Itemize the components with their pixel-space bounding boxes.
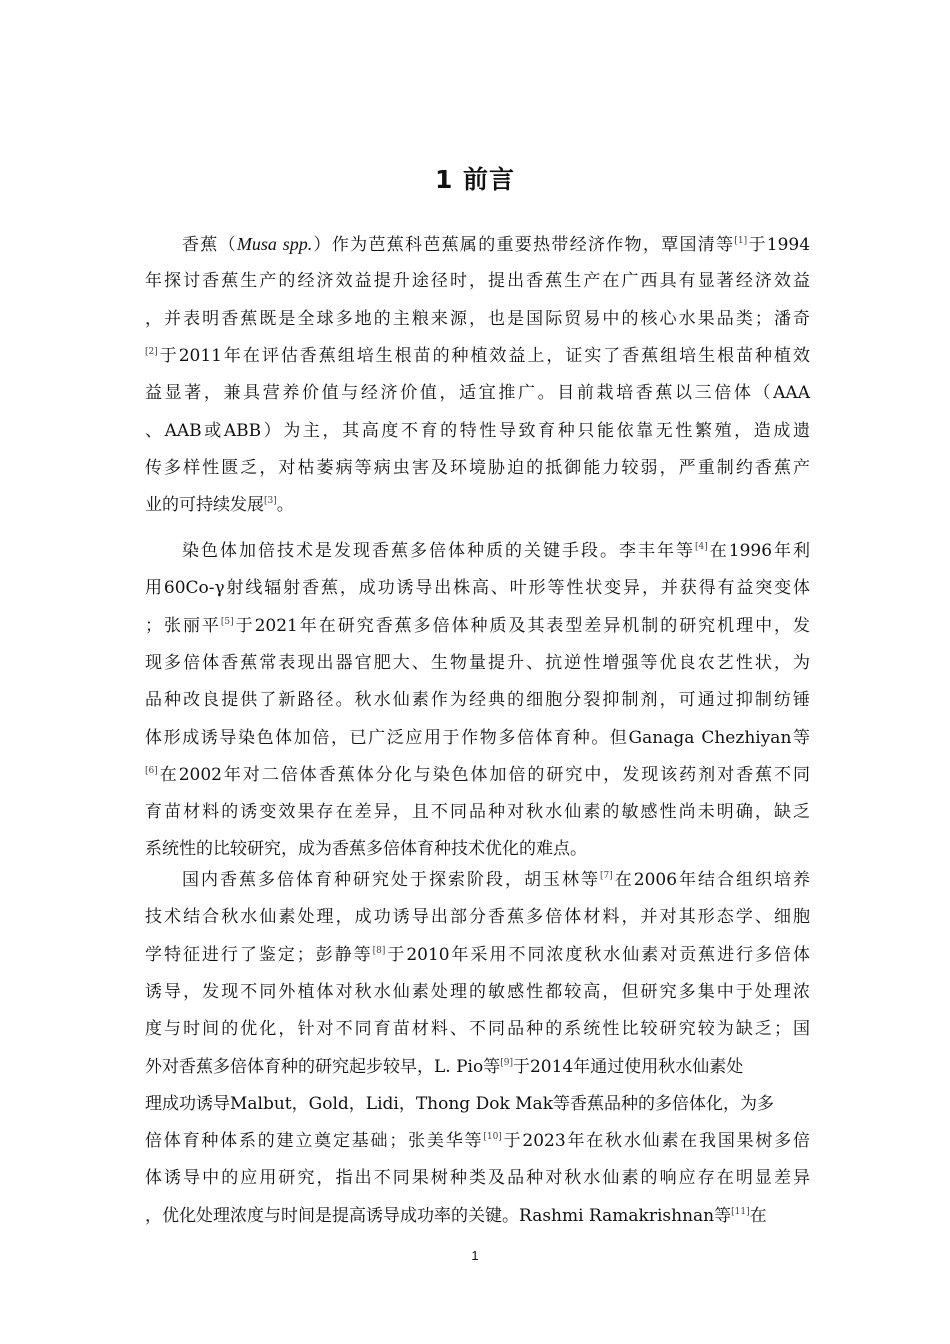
citation-ref[interactable]: [10] bbox=[483, 1132, 502, 1143]
text-line bbox=[145, 980, 810, 1004]
text-line bbox=[145, 493, 810, 517]
citation-ref[interactable]: [3] bbox=[264, 496, 277, 507]
line-text: 在1996年利 bbox=[707, 541, 811, 561]
line-text: 度与时间的优化，针对不同育苗材料、不同品种的系统性比较研究较为缺乏；国 bbox=[145, 1019, 810, 1040]
line-text: 用60Co-γ射线辐射香蕉，成功诱导出株高、叶形等性状变异，并获得有益突变体 bbox=[145, 578, 810, 599]
text-line bbox=[145, 1129, 810, 1153]
text-line bbox=[145, 1092, 810, 1116]
line-text: 系统性的比较研究，成为香蕉多倍体育种技术优化的难点。 bbox=[145, 839, 587, 860]
line-text: 于2011年在评估香蕉组培生根苗的种植效益上，证实了香蕉组培生根苗种植效 bbox=[157, 345, 810, 366]
page-number: 1 bbox=[471, 1248, 479, 1263]
text-line bbox=[145, 943, 810, 967]
line-text: 倍体育种体系的建立奠定基础；张美华等 bbox=[145, 1131, 484, 1152]
text-line bbox=[145, 344, 810, 368]
text-line bbox=[145, 269, 810, 293]
line-text: 体诱导中的应用研究，指出不同果树种类及品种对秋水仙素的响应存在明显差异 bbox=[145, 1168, 810, 1189]
citation-ref[interactable]: [8] bbox=[372, 945, 386, 956]
line-text: 学特征进行了鉴定；彭静等 bbox=[145, 944, 373, 965]
line-text: 于2010年采用不同浓度秋水仙素对贡蕉进行多倍体 bbox=[385, 944, 811, 965]
line-text: 染色体加倍技术是发现香蕉多倍体种质的关键手段。李丰年等 bbox=[182, 541, 695, 561]
text-line bbox=[182, 232, 810, 257]
line-text: 于1994 bbox=[747, 235, 811, 255]
line-text: 业的可持续发展 bbox=[145, 495, 264, 516]
section-heading: 1 前言 bbox=[434, 165, 516, 194]
text-line bbox=[145, 1204, 810, 1228]
line-text: ，并表明香蕉既是全球多地的主粮来源，也是国际贸易中的核心水果品类；潘奇 bbox=[145, 308, 810, 329]
line-text: 于2023年在秋水仙素在我国果树多倍 bbox=[501, 1131, 811, 1152]
line-text: 理成功诱导Malbut，Gold，Lidi，Thong Dok Mak等香蕉品种的多倍体化，为多 bbox=[145, 1093, 774, 1114]
line-text: 体形成诱导染色体加倍，已广泛应用于作物多倍体育种。但Ganaga Chezhiyan等 bbox=[145, 727, 810, 748]
text-line bbox=[145, 837, 810, 861]
species-name: Musa spp. bbox=[236, 234, 313, 254]
citation-ref[interactable]: [5] bbox=[220, 616, 234, 627]
citation-ref[interactable]: [11] bbox=[731, 1206, 750, 1217]
line-text: 在 bbox=[749, 1205, 767, 1226]
line-text: 年探讨香蕉生产的经济效益提升途径时，提出香蕉生产在广西具有显著经济效益 bbox=[145, 271, 810, 292]
text-line bbox=[182, 539, 810, 563]
line-text: 传多样性匮乏，对枯萎病等病虫害及环境胁迫的抵御能力较弱，严重制约香蕉产 bbox=[145, 457, 810, 478]
line-text: ；张丽平 bbox=[145, 615, 221, 636]
citation-ref[interactable]: [2] bbox=[145, 346, 158, 357]
line-text: 于2014年通过使用秋水仙素处 bbox=[512, 1056, 744, 1077]
citation-ref[interactable]: [6] bbox=[145, 765, 158, 776]
line-text: 诱导，发现不同外植体对秋水仙素处理的敏感性都较高，但研究多集中于处理浓 bbox=[145, 981, 810, 1002]
citation-ref[interactable]: [9] bbox=[500, 1057, 513, 1068]
text-line bbox=[145, 1166, 810, 1190]
line-text: 国内香蕉多倍体育种研究处于探索阶段，胡玉林等 bbox=[182, 870, 600, 890]
line-text: 技术结合秋水仙素处理，成功诱导出部分香蕉多倍体材料，并对其形态学、细胞 bbox=[145, 907, 810, 928]
text-line bbox=[145, 381, 810, 405]
line-text: ，优化处理浓度与时间是提高诱导成功率的关键。Rashmi Ramakrishnan等 bbox=[145, 1205, 732, 1226]
line-text: 于2021年在研究香蕉多倍体种质及其表型差异机制的研究机理中，发 bbox=[233, 615, 811, 636]
text-line bbox=[145, 651, 810, 675]
text-line bbox=[145, 456, 810, 480]
line-text: 香蕉（ bbox=[182, 235, 237, 255]
text-line bbox=[145, 800, 810, 824]
line-text: 品种改良提供了新路径。秋水仙素作为经典的细胞分裂抑制剂，可通过抑制纺锤 bbox=[145, 690, 810, 711]
text-line bbox=[145, 576, 810, 600]
line-text: 。 bbox=[276, 495, 294, 516]
text-line bbox=[182, 868, 810, 892]
line-text: 在2006年结合组织培养 bbox=[612, 870, 811, 890]
text-line bbox=[145, 307, 810, 331]
citation-ref[interactable]: [7] bbox=[600, 871, 613, 881]
text-line bbox=[145, 688, 810, 712]
text-line bbox=[145, 419, 810, 443]
text-line bbox=[145, 726, 810, 750]
text-line bbox=[145, 1017, 810, 1041]
text-line bbox=[145, 1055, 810, 1079]
text-line bbox=[145, 905, 810, 929]
citation-ref[interactable]: [1] bbox=[734, 236, 748, 246]
line-text: 、AAB或ABB）为主，其高度不育的特性导致育种只能依靠无性繁殖，造成遗 bbox=[145, 420, 810, 441]
citation-ref[interactable]: [4] bbox=[695, 542, 708, 552]
line-text: ）作为芭蕉科芭蕉属的重要热带经济作物，覃国清等 bbox=[312, 235, 735, 255]
line-text: 现多倍体香蕉常表现出器官肥大、生物量提升、抗逆性增强等优良农艺性状，为 bbox=[145, 652, 810, 673]
line-text: 育苗材料的诱变效果存在差异，且不同品种对秋水仙素的敏感性尚未明确，缺乏 bbox=[145, 802, 810, 823]
line-text: 益显著，兼具营养价值与经济价值，适宜推广。目前栽培香蕉以三倍体（AAA bbox=[145, 383, 810, 404]
line-text: 在2002年对二倍体香蕉体分化与染色体加倍的研究中，发现该药剂对香蕉不同 bbox=[157, 764, 810, 785]
line-text: 外对香蕉多倍体育种的研究起步较早，L. Pio等 bbox=[145, 1056, 501, 1077]
text-line bbox=[145, 763, 810, 787]
text-line bbox=[145, 614, 810, 638]
